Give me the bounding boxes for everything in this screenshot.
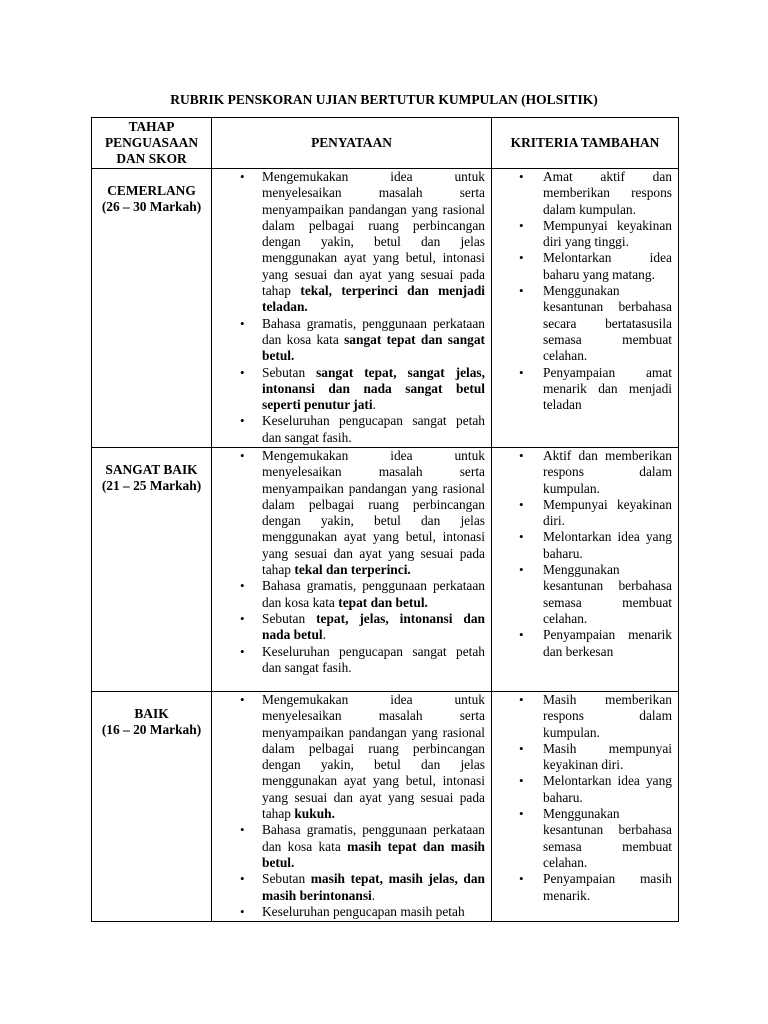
criteria-item: • Penyampaian menarik dan berkesan [492,627,678,660]
criteria-item: • Penyampaian masih menarik. [492,871,678,904]
criteria-item: • Melontarkan idea yang baharu. [492,529,678,562]
table-row [92,692,679,922]
level-cell [92,169,212,448]
criteria-item: • Amat aktif dan memberikan respons dalam kumpulan. [492,169,678,218]
criteria-cell [492,448,679,692]
criteria-item: • Menggunakan kesantunan berbahasa secara bertatasusila semasa membuat celahan. [492,283,678,364]
level-score: (16 – 20 Markah) [101,722,202,738]
table-header-row [92,118,679,169]
level-cell [92,692,212,922]
statement-item: • Sebutan sangat tepat, sangat jelas, intonansi dan nada sangat betul seperti penutur jati. [212,365,491,414]
criteria-item: • Masih memberikan respons dalam kumpulan. [492,692,678,741]
criteria-cell [492,692,679,922]
statement-cell [212,169,492,448]
header-level-score [92,118,212,169]
criteria-item: • Menggunakan kesantunan berbahasa semasa membuat celahan. [492,562,678,627]
statement-item: • Bahasa gramatis, penggunaan perkataan dan kosa kata masih tepat dan masih betul. [212,822,491,871]
level-score: (21 – 25 Markah) [101,478,202,494]
statement-item: • Bahasa gramatis, penggunaan perkataan dan kosa kata sangat tepat dan sangat betul. [212,316,491,365]
header-level-line2: PENGUASAAN [105,134,198,150]
statement-cell [212,448,492,692]
header-level-line3: DAN SKOR [116,151,187,167]
header-level-line1: TAHAP [128,118,175,134]
criteria-item: • Mempunyai keyakinan diri. [492,497,678,530]
statement-item: • Sebutan masih tepat, masih jelas, dan masih berintonansi. [212,871,491,904]
statement-item: • Keseluruhan pengucapan sangat petah dan sangat fasih. [212,644,491,677]
table-row [92,448,679,692]
level-cell [92,448,212,692]
criteria-item: • Aktif dan memberikan respons dalam kumpulan. [492,448,678,497]
statement-item: • Bahasa gramatis, penggunaan perkataan dan kosa kata tepat dan betul. [212,578,491,611]
level-name: BAIK [134,706,169,721]
criteria-item: • Masih mempunyai keyakinan diri. [492,741,678,774]
statement-item: • Mengemukakan idea untuk menyelesaikan masalah serta menyampaikan pandangan yang rasional dalam pelbagai ruang perbincangan dengan yakin, betul dan jelas menggunakan ayat yang betul, intonasi yang sesuai dan ayat yang sesuai pada tahap tekal dan terperinci. [212,448,491,578]
page-title: RUBRIK PENSKORAN UJIAN BERTUTUR KUMPULAN (HOLSITIK) [170,92,598,107]
table-row [92,169,679,448]
statement-item: • Sebutan tepat, jelas, intonansi dan nada betul. [212,611,491,644]
criteria-cell [492,169,679,448]
header-statement: PENYATAAN [212,118,492,169]
criteria-item: • Melontarkan idea yang baharu. [492,773,678,806]
rubric-table [91,117,679,922]
criteria-item: • Mempunyai keyakinan diri yang tinggi. [492,218,678,251]
header-criteria: KRITERIA TAMBAHAN [492,118,679,169]
statement-item: • Mengemukakan idea untuk menyelesaikan masalah serta menyampaikan pandangan yang rasional dalam pelbagai ruang perbincangan dengan yakin, betul dan jelas menggunakan ayat yang betul, intonasi yang sesuai dan ayat yang sesuai pada tahap tekal, terperinci dan menjadi teladan. [212,169,491,316]
level-score: (26 – 30 Markah) [101,199,202,215]
statement-cell [212,692,492,922]
level-name: CEMERLANG [107,183,196,198]
statement-item: • Keseluruhan pengucapan sangat petah dan sangat fasih. [212,413,491,446]
criteria-item: • Penyampaian amat menarik dan menjadi teladan [492,365,678,414]
statement-item: • Keseluruhan pengucapan masih petah [212,904,491,920]
level-name: SANGAT BAIK [105,462,198,477]
criteria-item: • Menggunakan kesantunan berbahasa semasa membuat celahan. [492,806,678,871]
statement-item: • Mengemukakan idea untuk menyelesaikan masalah serta menyampaikan pandangan yang rasional dalam pelbagai ruang perbincangan dengan yakin, betul dan jelas menggunakan ayat yang betul, intonasi yang sesuai dan ayat yang sesuai pada tahap kukuh. [212,692,491,822]
criteria-item: • Melontarkan idea baharu yang matang. [492,250,678,283]
